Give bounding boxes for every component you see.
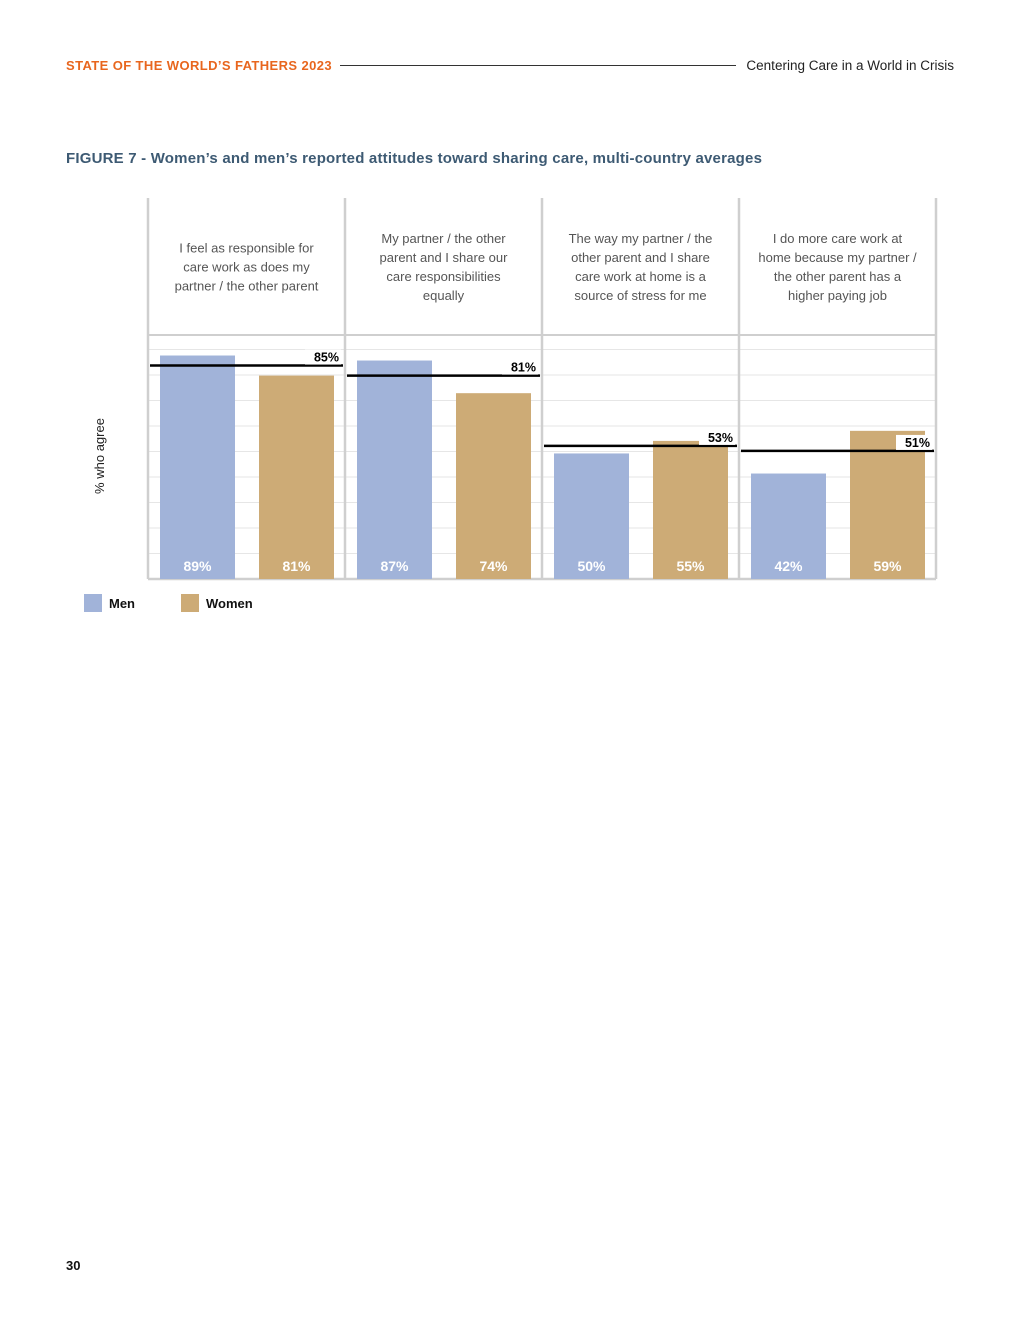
bar-value-label: 42% bbox=[774, 558, 803, 574]
category-label: The way my partner / the other parent and I share care work at home is a source of stress for me bbox=[568, 231, 713, 303]
figure-title: FIGURE 7 - Women’s and men’s reported attitudes toward sharing care, multi-country averages bbox=[66, 150, 763, 167]
bar-women bbox=[850, 431, 925, 579]
average-value-label: 53% bbox=[707, 430, 733, 445]
average-value-label: 51% bbox=[904, 435, 930, 450]
legend-label-men: Men bbox=[109, 595, 135, 611]
bar-value-label: 74% bbox=[479, 558, 508, 574]
average-value-label: 85% bbox=[313, 350, 339, 365]
bar-value-label: 59% bbox=[873, 558, 902, 574]
bar-value-label: 81% bbox=[282, 558, 311, 574]
legend-label-women: Women bbox=[206, 595, 253, 611]
bar-value-label: 55% bbox=[676, 558, 705, 574]
average-value-label: 81% bbox=[510, 360, 536, 375]
bar-women bbox=[259, 376, 334, 579]
legend-swatch-women bbox=[181, 594, 199, 612]
category-label: I do more care work at home because my partner / the other parent has a higher paying job bbox=[758, 231, 917, 303]
bar-value-label: 87% bbox=[380, 558, 409, 574]
legend-item-women bbox=[181, 594, 253, 612]
legend-swatch-men bbox=[84, 594, 102, 612]
bar-women bbox=[456, 393, 531, 579]
page-number: 30 bbox=[66, 1258, 81, 1273]
chart-legend bbox=[84, 594, 299, 612]
publication-subtitle: Centering Care in a World in Crisis bbox=[746, 57, 954, 73]
bar-chart bbox=[0, 0, 1020, 640]
bar-value-label: 89% bbox=[183, 558, 212, 574]
y-axis-label: % who agree bbox=[92, 418, 107, 494]
category-label: My partner / the other parent and I share our care responsibilities equally bbox=[379, 231, 508, 303]
legend-item-men bbox=[84, 594, 135, 612]
bar-men bbox=[357, 361, 432, 579]
bar-men bbox=[160, 356, 235, 579]
bar-value-label: 50% bbox=[577, 558, 606, 574]
category-label: I feel as responsible for care work as does my partner / the other parent bbox=[174, 240, 319, 294]
publication-title: STATE OF THE WORLD’S FATHERS 2023 bbox=[66, 57, 333, 73]
